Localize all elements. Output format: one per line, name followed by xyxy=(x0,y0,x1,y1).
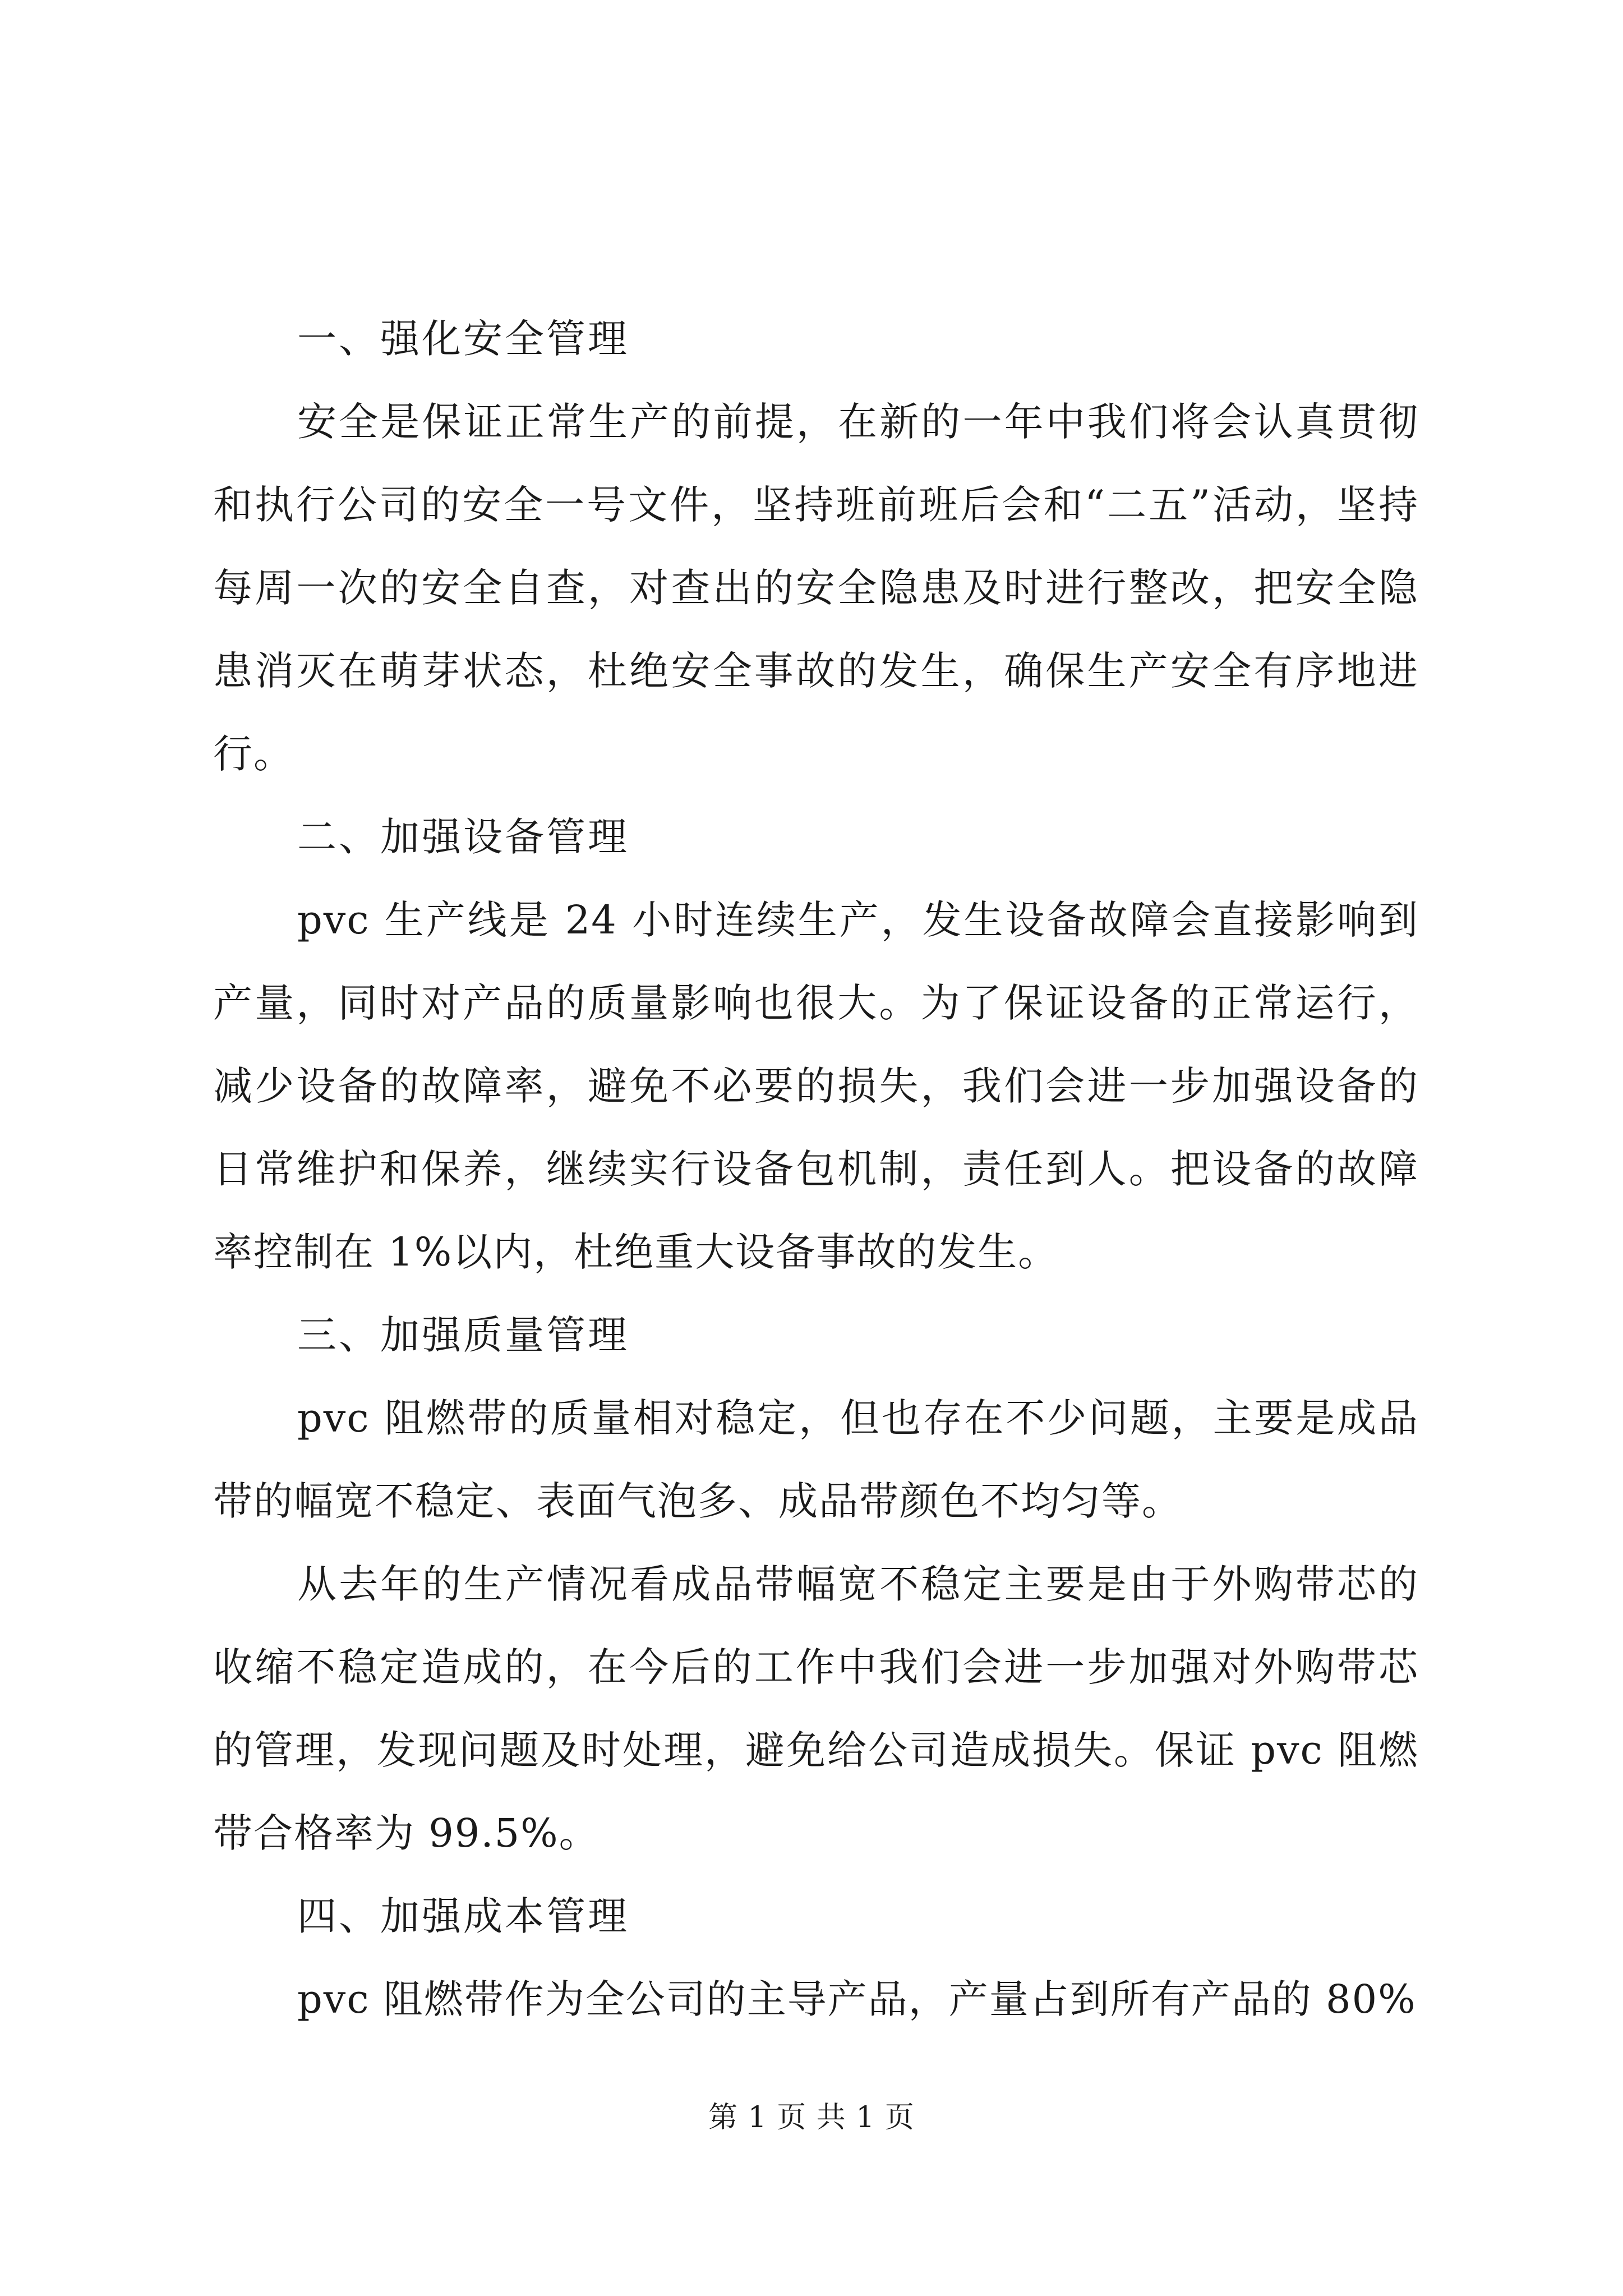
section-heading-equipment: 二、加强设备管理 xyxy=(297,814,629,860)
paragraph-safety: 安全是保证正常生产的前提，在新的一年中我们将会认真贯彻和执行公司的安全一号文件，坚持班前班后会和“二五”活动，坚持每周一次的安全自查，对查出的安全隐患及时进行整改，把安全隐患消灭在萌芽状态，杜绝安全事故的发生，确保生产安全有序地进行。 xyxy=(213,399,1419,777)
page-footer: 第 1 页 共 1 页 xyxy=(708,2101,915,2134)
document-body xyxy=(213,297,1419,2041)
section-heading-quality: 三、加强质量管理 xyxy=(297,1312,629,1358)
paragraph-quality-issues: pvc 阻燃带的质量相对稳定，但也存在不少问题，主要是成品带的幅宽不稳定、表面气泡多、成品带颜色不均匀等。 xyxy=(213,1395,1419,1524)
paragraph-quality-measures: 从去年的生产情况看成品带幅宽不稳定主要是由于外购带芯的收缩不稳定造成的，在今后的工作中我们会进一步加强对外购带芯的管理，发现问题及时处理，避免给公司造成损失。保证 pvc 阻燃带合格率为 99.5%。 xyxy=(213,1561,1419,1856)
section-heading-cost: 四、加强成本管理 xyxy=(297,1893,629,1939)
paragraph-equipment: pvc 生产线是 24 小时连续生产，发生设备故障会直接影响到产量，同时对产品的质量影响也很大。为了保证设备的正常运行，减少设备的故障率，避免不必要的损失，我们会进一步加强设备的日常维护和保养，继续实行设备包机制，责任到人。把设备的故障率控制在 1%以内，杜绝重大设备事故的发生。 xyxy=(213,897,1419,1275)
section-heading-safety: 一、强化安全管理 xyxy=(297,316,629,362)
paragraph-cost: pvc 阻燃带作为全公司的主导产品，产量占到所有产品的 80% xyxy=(297,1976,1417,2022)
